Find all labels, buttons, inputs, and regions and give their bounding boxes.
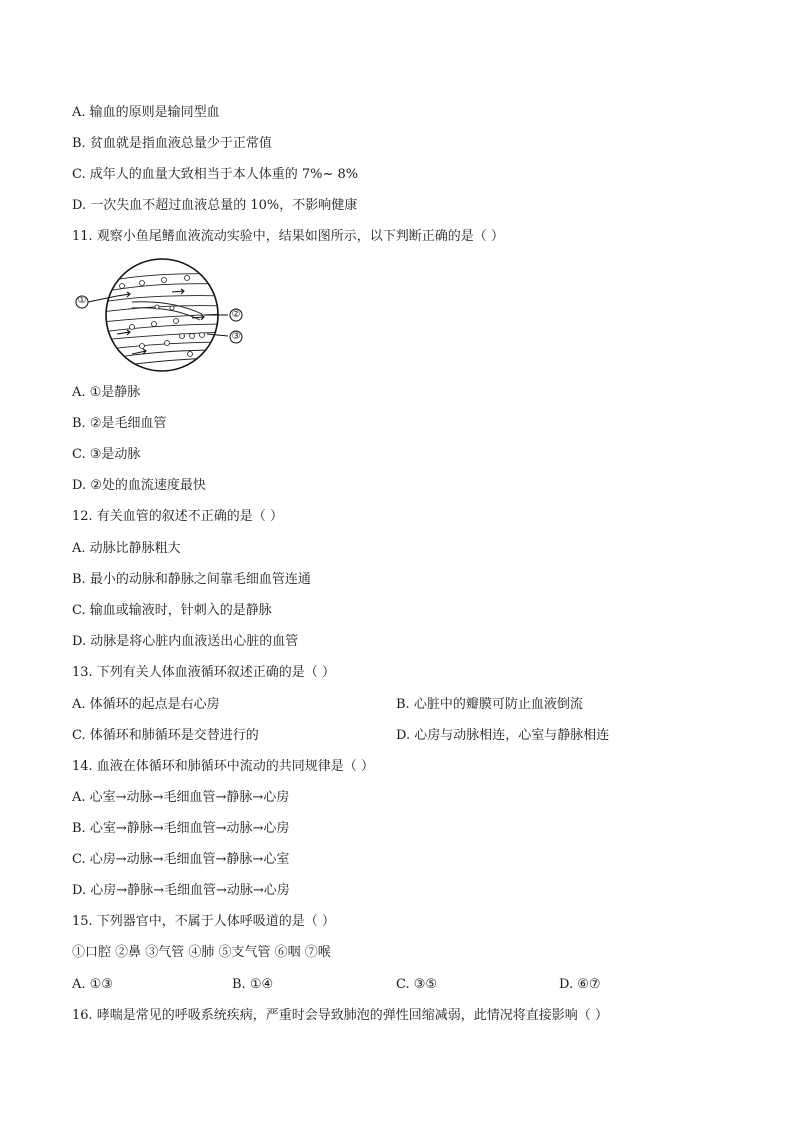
figure-label-3: ③ — [231, 331, 241, 342]
q15-items: ①口腔 ②鼻 ③气管 ④肺 ⑤支气管 ⑥咽 ⑦喉 — [72, 945, 331, 960]
q14-option-d: D. 心房→静脉→毛细血管→动脉→心房 — [72, 883, 290, 898]
q16-stem: 16. 哮喘是常见的呼吸系统疾病，严重时会导致肺泡的弹性回缩减弱，此情况将直接影响（ ） — [72, 1008, 608, 1023]
q12-option-a: A. 动脉比静脉粗大 — [72, 541, 181, 556]
q11-option-b: B. ②是毛细血管 — [72, 416, 167, 431]
q10-option-a: A. 输血的原则是输同型血 — [72, 105, 220, 120]
figure-label-1: ① — [77, 295, 87, 306]
q14-option-c: C. 心房→动脉→毛细血管→静脉→心室 — [72, 852, 290, 867]
q12-option-b: B. 最小的动脉和静脉之间靠毛细血管连通 — [72, 572, 311, 587]
q11-stem: 11. 观察小鱼尾鳍血液流动实验中，结果如图所示，以下判断正确的是（ ） — [72, 229, 504, 244]
q10-option-b: B. 贫血就是指血液总量少于正常值 — [72, 136, 272, 151]
q15-option-d: D. ⑥⑦ — [559, 977, 601, 992]
q13-option-c: C. 体循环和肺循环是交替进行的 — [72, 728, 259, 743]
q13-option-b: B. 心脏中的瓣膜可防止血液倒流 — [396, 697, 583, 712]
q11-option-a: A. ①是静脉 — [72, 385, 141, 400]
figure-label-2: ② — [231, 309, 241, 320]
q15-option-a: A. ①③ — [72, 977, 113, 992]
q13-option-d: D. 心房与动脉相连，心室与静脉相连 — [396, 728, 610, 743]
q13-stem: 13. 下列有关人体血液循环叙述正确的是（ ） — [72, 665, 335, 680]
q11-option-d: D. ②处的血流速度最快 — [72, 478, 206, 493]
q14-option-b: B. 心室→静脉→毛细血管→动脉→心房 — [72, 821, 290, 836]
q10-option-d: D. 一次失血不超过血液总量的 10%，不影响健康 — [72, 198, 358, 213]
q11-option-c: C. ③是动脉 — [72, 447, 141, 462]
q15-stem: 15. 下列器官中，不属于人体呼吸道的是（ ） — [72, 914, 335, 929]
q10-option-c: C. 成年人的血量大致相当于本人体重的 7%~ 8% — [72, 167, 359, 182]
q12-option-d: D. 动脉是将心脏内血液送出心脏的血管 — [72, 634, 299, 649]
q14-option-a: A. 心室→动脉→毛细血管→静脉→心房 — [72, 790, 290, 805]
q13-option-a: A. 体循环的起点是右心房 — [72, 697, 220, 712]
q14-stem: 14. 血液在体循环和肺循环中流动的共同规律是（ ） — [72, 759, 374, 774]
q15-option-b: B. ①④ — [232, 977, 274, 992]
q12-option-c: C. 输血或输液时，针刺入的是静脉 — [72, 603, 272, 618]
q12-stem: 12. 有关血管的叙述不正确的是（ ） — [72, 509, 283, 524]
q15-option-c: C. ③⑤ — [396, 977, 438, 992]
